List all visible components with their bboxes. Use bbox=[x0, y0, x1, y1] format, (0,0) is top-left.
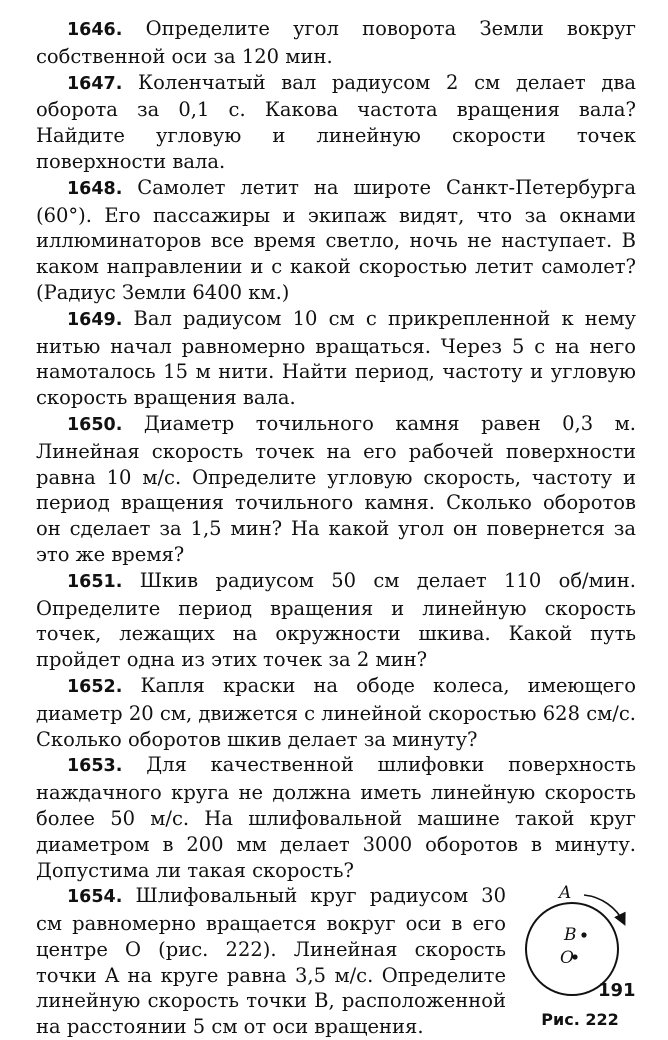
problem-text: Самолет летит на широте Санкт-Петербурга (60°). Его пассажиры и экипаж видят, что за окнами иллюминаторов все время светло, ночь не наступает. В каком направлении и с какой скоростью летит самолет? (Радиус Земли 6400 км.) bbox=[36, 175, 636, 304]
page-body bbox=[36, 16, 636, 1040]
point-b-dot bbox=[581, 933, 586, 938]
problem-number: 1649. bbox=[67, 309, 123, 330]
problem-1654 bbox=[36, 883, 506, 1040]
problem-1647 bbox=[36, 70, 636, 175]
rotation-arrow-icon bbox=[584, 895, 624, 923]
problem-number: 1648. bbox=[67, 178, 123, 199]
problem-number: 1650. bbox=[67, 414, 123, 435]
problem-text: Определите угол поворота Земли вокруг собственной оси за 120 мин. bbox=[36, 17, 636, 68]
problem-1652 bbox=[36, 673, 636, 752]
problem-number: 1654. bbox=[67, 887, 123, 908]
problem-number: 1653. bbox=[67, 756, 123, 777]
problem-number: 1646. bbox=[67, 20, 123, 40]
problem-1650 bbox=[36, 411, 636, 568]
problem-number: 1651. bbox=[67, 571, 123, 592]
problem-1654-row bbox=[36, 883, 636, 1040]
problem-1648 bbox=[36, 175, 636, 306]
problem-1651 bbox=[36, 568, 636, 673]
problem-1653 bbox=[36, 752, 636, 883]
problem-text: Шлифовальный круг радиусом 30 см равномерно вращается вокруг оси в его центре O (рис. 222). Линейная скорость точки A на круге равна 3,5 м/с. Определите линейную скорость точки B, расположенной на расстоянии 5 см от оси вращения. bbox=[36, 884, 506, 1039]
problem-text: Капля краски на ободе колеса, имеющего диаметр 20 см, движется с линейной скоростью 628 см/с. Сколько оборотов шкив делает за минуту? bbox=[36, 673, 636, 751]
problem-text: Вал радиусом 10 см с прикрепленной к нему нитью начал равномерно вращаться. Через 5 с на него намоталось 15 м нити. Найти период, частоту и угловую скорость вращения вала. bbox=[36, 306, 636, 410]
problem-1646 bbox=[36, 16, 636, 70]
problem-text: Коленчатый вал радиусом 2 см делает два оборота за 0,1 с. Какова частота вращения вала? Найдите угловую и линейную скорости точек поверхности вала. bbox=[36, 70, 636, 173]
problem-text: Для качественной шлифовки поверхность наждачного круга не должна иметь линейную скорость более 50 м/с. На шлифовальной машине такой круг диаметром в 200 мм делает 3000 оборотов в минуту. Допустима ли такая скорость? bbox=[36, 753, 636, 882]
label-a: A bbox=[559, 883, 572, 904]
figure-caption: Рис. 222 bbox=[541, 1010, 619, 1030]
label-o: O bbox=[560, 948, 574, 969]
problem-number: 1647. bbox=[67, 73, 123, 94]
problem-text: Шкив радиусом 50 см делает 110 об/мин. Определите период вращения и линейную скорость точек, лежащих на окружности шкива. Какой путь пройдет одна из этих точек за 2 мин? bbox=[36, 568, 636, 672]
figure-222 bbox=[520, 883, 640, 1033]
problem-1649 bbox=[36, 306, 636, 411]
problem-number: 1652. bbox=[67, 676, 123, 697]
page-number: 191 bbox=[598, 980, 636, 1001]
problem-text: Диаметр точильного камня равен 0,3 м. Линейная скорость точек на его рабочей поверхности равна 10 м/с. Определите угловую скорость, частоту и период вращения точильного камня. Сколько оборотов он сделает за 1,5 мин? На какой угол он повернется за это же время? bbox=[36, 411, 636, 566]
label-b: B bbox=[564, 925, 577, 946]
